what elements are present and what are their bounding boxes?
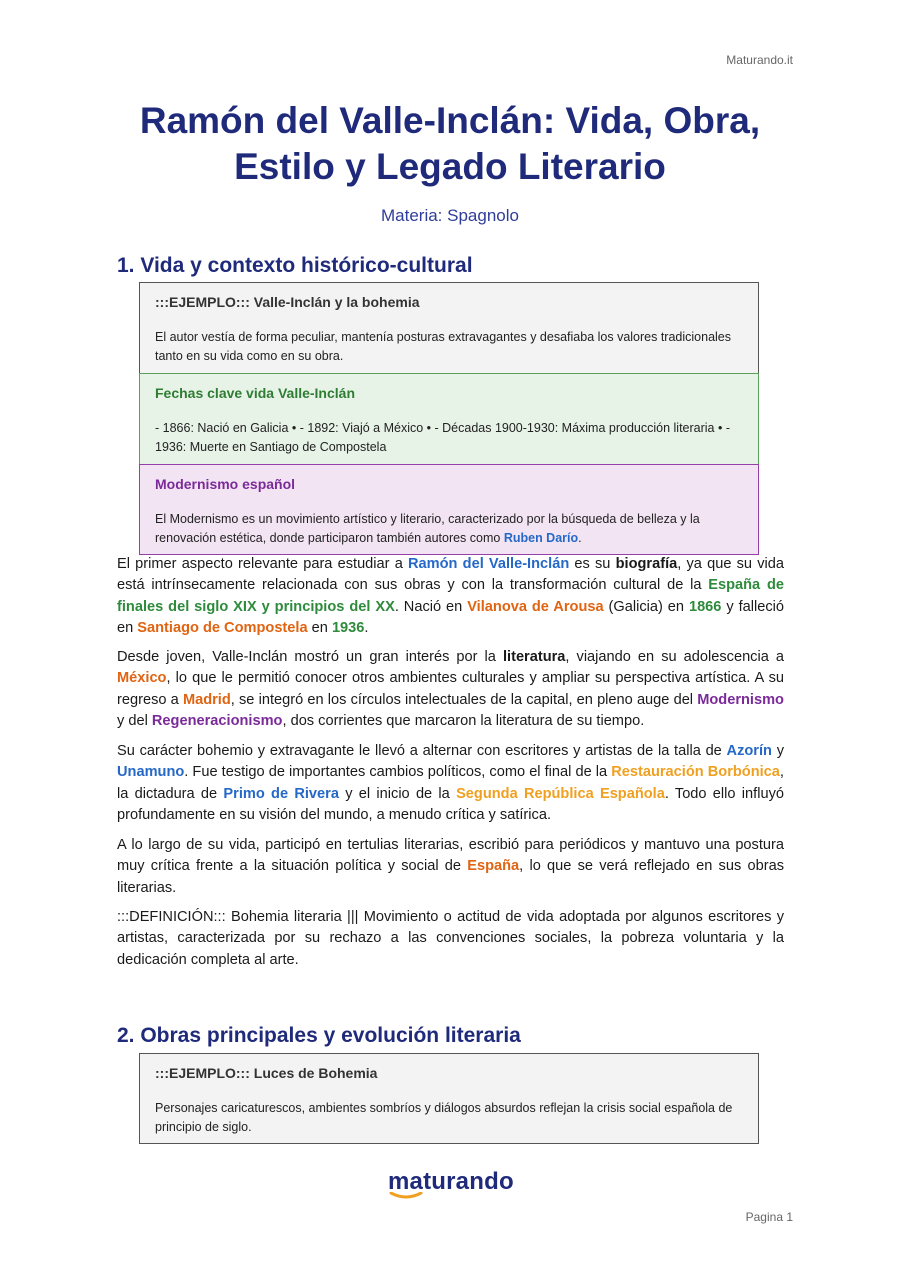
- text: . Nació en: [394, 598, 468, 615]
- keyword-spain-period: España de finales del siglo XIX y principios del XX: [117, 577, 785, 615]
- keyword-restauracion: Restauración Borbónica: [611, 764, 780, 781]
- keyword-modernismo: Modernismo: [697, 691, 784, 708]
- text: , viajando en su adolescencia a: [565, 649, 784, 665]
- example-box-2: [139, 1053, 759, 1144]
- keyword-author: Ramón del Valle-Inclán: [408, 556, 570, 572]
- text: y el inicio de la: [338, 785, 457, 802]
- modernism-title: Modernismo español: [155, 476, 296, 492]
- example-box-2-title: :::EJEMPLO::: Luces de Bohemia: [155, 1065, 378, 1081]
- keyword-primo-de-rivera: Primo de Rivera: [223, 785, 339, 802]
- paragraph-bohemian: [117, 741, 784, 826]
- keyword-deathplace: Santiago de Compostela: [137, 619, 308, 636]
- page-number: Pagina 1: [745, 1210, 793, 1224]
- text: y falleció en: [117, 598, 785, 636]
- modernism-text: El Modernismo es un movimiento artístico y literario, caracterizado por la búsqueda de belleza y la renovación estética, donde participaron también autores como: [155, 512, 700, 545]
- site-name: Maturando.it: [726, 53, 793, 67]
- text: es su: [569, 556, 616, 572]
- keyword-biography: biografía: [615, 556, 678, 572]
- text: y: [771, 743, 784, 759]
- text: , dos corrientes que marcaron la literatura de su tiempo.: [282, 712, 645, 729]
- text: , lo que se verá reflejado en sus obras literarias.: [117, 858, 784, 896]
- section-2-heading: 2. Obras principales y evolución literaria: [117, 1024, 521, 1047]
- modernism-box: [139, 464, 759, 555]
- text: . Fue testigo de importantes cambios políticos, como el final de la: [184, 764, 612, 781]
- paragraph-critic: [117, 835, 784, 899]
- text: Su carácter bohemio y extravagante le llevó a alternar con escritores y artistas de la talla de: [117, 743, 727, 759]
- keyword-azorin: Azorín: [726, 743, 772, 759]
- keyword-literature: literatura: [502, 649, 566, 665]
- subject-label: Materia: Spagnolo: [381, 206, 519, 225]
- key-dates-box: [139, 373, 759, 465]
- key-dates-body: - 1866: Nació en Galicia • - 1892: Viajó a México • - Décadas 1900-1930: Máxima producción literaria • - 1936: Muerte en Santiago de Compostela: [155, 421, 730, 454]
- document-title: [100, 98, 800, 190]
- text: A lo largo de su vida, participó en tertulias literarias, escribió para periódicos y mantuvo una postura muy crítica frente a la situación política y social de: [117, 837, 784, 875]
- paragraph-youth: [117, 647, 784, 732]
- text: , la dictadura de: [117, 764, 784, 802]
- modernism-body: [155, 510, 743, 548]
- text: . Todo ello influyó profundamente en su visión del mundo, a menudo crítica y satírica.: [117, 785, 784, 823]
- text: , lo que le permitió conocer otros ambientes culturales y ampliar su perspectiva artística. A su regreso a: [117, 670, 784, 708]
- keyword-ruben-dario: Ruben Darío: [503, 531, 579, 545]
- section-1-heading: 1. Vida y contexto histórico-cultural: [117, 254, 473, 277]
- paragraph-definition: :::DEFINICIÓN::: Bohemia literaria ||| Movimiento o actitud de vida adoptada por algunos escritores y artistas, caracterizada por su rechazo a las convenciones sociales, la pobreza voluntaria y la dedicación completa al arte.: [117, 909, 784, 968]
- text: El primer aspecto relevante para estudiar a: [117, 556, 409, 572]
- logo-text: maturando: [388, 1168, 514, 1195]
- keyword-regeneracionismo: Regeneracionismo: [151, 712, 283, 729]
- text: (Galicia) en: [603, 598, 689, 615]
- title-line-1: Ramón del Valle-Inclán: Vida, Obra,: [139, 100, 761, 141]
- keyword-birth-year: 1866: [688, 598, 722, 615]
- paragraph-biography: [117, 554, 784, 639]
- keyword-birthplace: Vilanova de Arousa: [467, 598, 604, 615]
- logo-smile-icon: [389, 1192, 423, 1200]
- text: , ya que su vida está intrínsecamente relacionada con sus obras y con la transformación cultural de la: [117, 556, 784, 594]
- maturando-logo: [388, 1168, 514, 1196]
- example-box-title: :::EJEMPLO::: Valle-Inclán y la bohemia: [155, 294, 420, 310]
- text: , se integró en los círculos intelectuales de la capital, en pleno auge del: [230, 691, 698, 708]
- keyword-madrid: Madrid: [182, 691, 231, 708]
- text: en: [307, 619, 332, 636]
- text: y del: [117, 712, 152, 729]
- text: .: [364, 619, 369, 636]
- example-box-body: El autor vestía de forma peculiar, mantenía posturas extravagantes y desafiaba los valores tradicionales tanto en su vida como en su obra.: [155, 330, 732, 363]
- keyword-mexico: México: [117, 670, 167, 687]
- text: Desde joven, Valle-Inclán mostró un gran interés por la: [117, 649, 503, 665]
- keyword-espana: España: [467, 858, 520, 875]
- keyword-unamuno: Unamuno: [117, 764, 185, 781]
- key-dates-title: Fechas clave vida Valle-Inclán: [155, 385, 355, 401]
- keyword-segunda-republica: Segunda República Española: [456, 785, 665, 802]
- keyword-death-year: 1936: [331, 619, 365, 636]
- example-box-2-body: Personajes caricaturescos, ambientes sombríos y diálogos absurdos reflejan la crisis social española de principio de siglo.: [155, 1101, 733, 1134]
- example-box: [139, 282, 759, 374]
- modernism-end: .: [578, 531, 582, 545]
- title-line-2: Estilo y Legado Literario: [234, 146, 666, 187]
